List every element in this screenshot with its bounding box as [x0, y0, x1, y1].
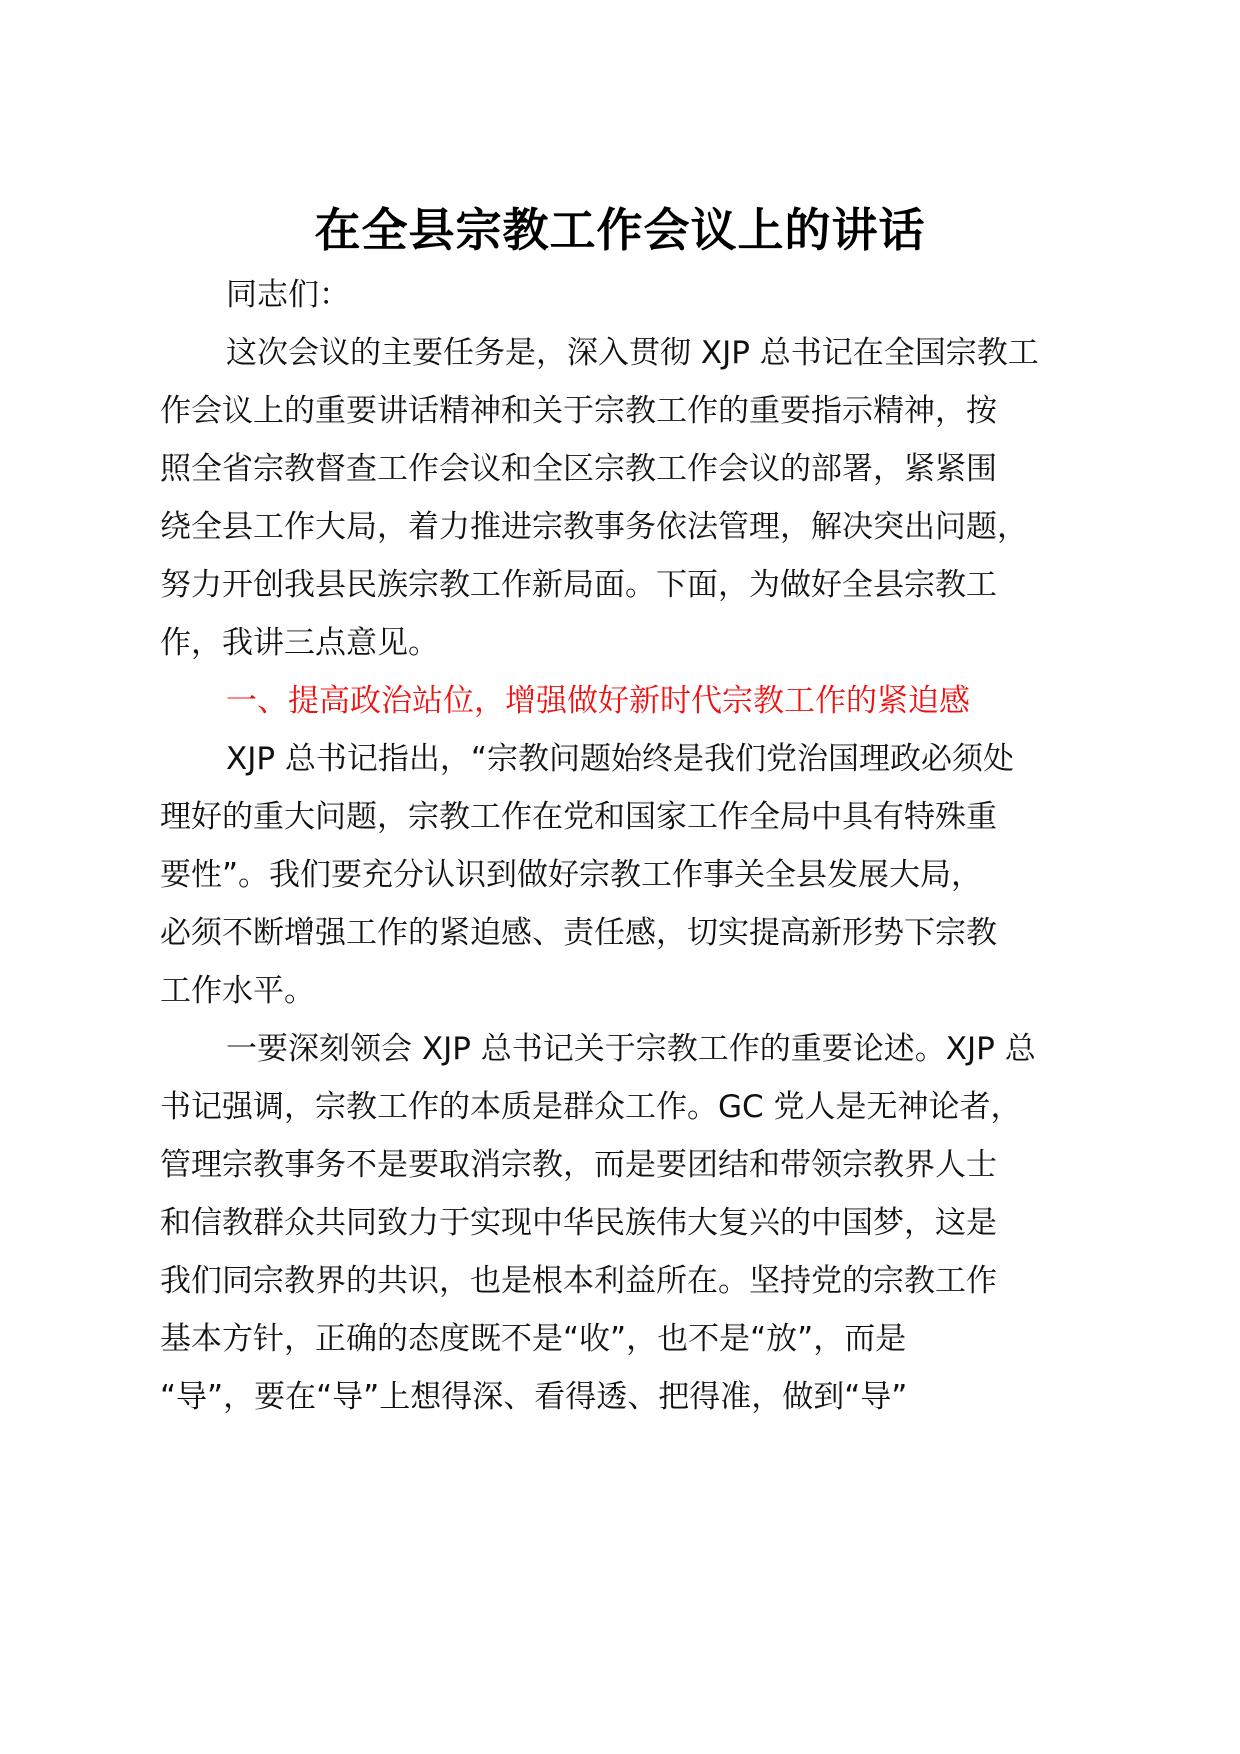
body-line: 必须不断增强工作的紧迫感、责任感，切实提高新形势下宗教 [160, 915, 997, 951]
document-title: 在全县宗教工作会议上的讲话 [314, 203, 926, 257]
body-line: 绕全县工作大局，着力推进宗教事务依法管理，解决突出问题， [160, 509, 1028, 545]
salutation: 同志们： [226, 277, 350, 313]
body-line: 作，我讲三点意见。 [160, 625, 439, 661]
body-line: 理好的重大问题，宗教工作在党和国家工作全局中具有特殊重 [160, 799, 997, 835]
body-line: 努力开创我县民族宗教工作新局面。下面，为做好全县宗教工 [160, 567, 997, 603]
body-line: XJP 总书记指出，“宗教问题始终是我们党治国理政必须处 [226, 741, 1014, 777]
section-heading: 一、提高政治站位，增强做好新时代宗教工作的紧迫感 [226, 683, 970, 719]
body-line: 和信教群众共同致力于实现中华民族伟大复兴的中国梦，这是 [160, 1205, 997, 1241]
body-line: 工作水平。 [160, 973, 315, 1009]
body-line: 要性”。我们要充分认识到做好宗教工作事关全县发展大局， [160, 857, 983, 893]
body-line: 基本方针，正确的态度既不是“收”，也不是“放”，而是 [160, 1321, 907, 1357]
body-line: 一要深刻领会 XJP 总书记关于宗教工作的重要论述。XJP 总 [226, 1031, 1036, 1067]
body-line: 我们同宗教界的共识，也是根本利益所在。坚持党的宗教工作 [160, 1263, 997, 1299]
body-line: 作会议上的重要讲话精神和关于宗教工作的重要指示精神，按 [160, 393, 997, 429]
body-line: “导”，要在“导”上想得深、看得透、把得准，做到“导” [160, 1379, 908, 1415]
body-line: 书记强调，宗教工作的本质是群众工作。GC 党人是无神论者， [160, 1089, 1022, 1125]
body-line: 这次会议的主要任务是，深入贯彻 XJP 总书记在全国宗教工 [226, 335, 1039, 371]
body-line: 管理宗教事务不是要取消宗教，而是要团结和带领宗教界人士 [160, 1147, 997, 1183]
body-line: 照全省宗教督查工作会议和全区宗教工作会议的部署，紧紧围 [160, 451, 997, 487]
